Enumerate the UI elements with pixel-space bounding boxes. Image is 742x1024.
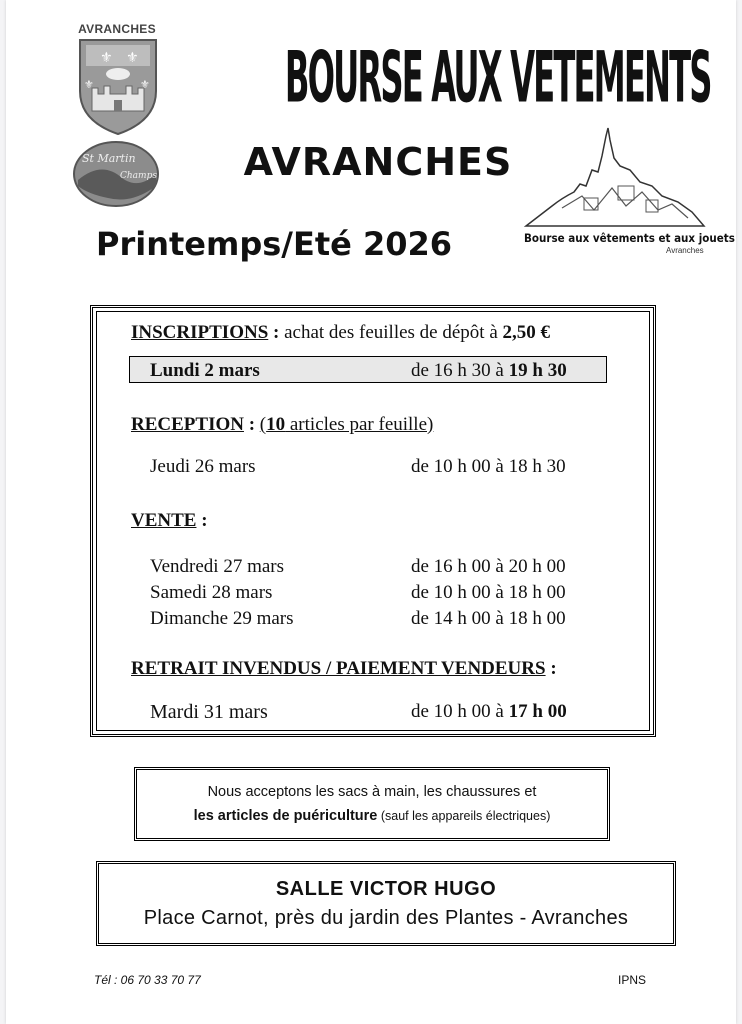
flyer-page bbox=[6, 0, 736, 1024]
notice-box bbox=[134, 767, 610, 841]
vente-time: de 10 h 00 à 18 h 00 bbox=[411, 582, 566, 603]
reception-note-rest: articles par feuille) bbox=[285, 414, 434, 435]
reception-heading: RECEPTION bbox=[131, 414, 244, 435]
vente-heading: VENTE bbox=[131, 510, 197, 531]
venue-name: SALLE VICTOR HUGO bbox=[275, 878, 497, 900]
retrait-time bbox=[411, 701, 567, 723]
ipns-label: IPNS bbox=[618, 973, 647, 987]
reception-note bbox=[260, 414, 434, 435]
notice-line-2 bbox=[137, 804, 607, 828]
vente-line bbox=[131, 510, 208, 532]
retrait-sep: : bbox=[545, 658, 557, 679]
venue-address: Place Carnot, près du jardin des Plantes - Avranches bbox=[143, 907, 629, 929]
inscriptions-line bbox=[131, 322, 550, 344]
inscriptions-desc: achat des feuilles de dépôt à bbox=[284, 322, 503, 343]
retrait-time-start: de 10 h 00 à bbox=[411, 701, 509, 722]
notice-small: (sauf les appareils électriques) bbox=[377, 809, 551, 823]
reception-note-open: ( bbox=[259, 414, 267, 435]
svg-text:⚜: ⚜ bbox=[84, 78, 94, 91]
reception-day: Jeudi 26 mars bbox=[150, 456, 256, 477]
retrait-time-end: 17 h 00 bbox=[508, 701, 567, 722]
venue-box bbox=[96, 861, 676, 946]
city-title: AVRANCHES bbox=[243, 140, 513, 184]
inscriptions-time bbox=[411, 360, 567, 382]
inscriptions-day: Lundi 2 mars bbox=[150, 360, 260, 381]
inscriptions-time-end: 19 h 30 bbox=[508, 360, 567, 381]
inscriptions-heading: INSCRIPTIONS bbox=[131, 322, 269, 343]
vente-day: Samedi 28 mars bbox=[150, 582, 273, 603]
mont-saint-michel-logo-icon bbox=[522, 126, 714, 236]
vente-day: Vendredi 27 mars bbox=[150, 556, 285, 577]
vente-time: de 16 h 00 à 20 h 00 bbox=[411, 556, 566, 577]
svg-text:⚜: ⚜ bbox=[100, 50, 113, 66]
svg-text:Champs: Champs bbox=[120, 171, 157, 181]
vente-time: de 14 h 00 à 18 h 00 bbox=[411, 608, 566, 629]
avranches-crest-icon bbox=[76, 36, 160, 136]
retrait-line bbox=[131, 658, 557, 680]
inscriptions-time-start: de 16 h 30 à bbox=[411, 360, 509, 381]
page-title: BOURSE AUX VETEMENTS bbox=[284, 38, 711, 119]
notice-bold: les articles de puériculture bbox=[193, 808, 378, 824]
reception-line bbox=[131, 414, 433, 436]
st-martin-medallion-icon bbox=[72, 140, 160, 208]
logo-subcaption: Avranches bbox=[666, 246, 704, 255]
vente-sep: : bbox=[196, 510, 208, 531]
reception-sep: : bbox=[243, 414, 260, 435]
crest-label: AVRANCHES bbox=[78, 22, 156, 36]
reception-note-count: 10 bbox=[266, 414, 286, 435]
vente-day: Dimanche 29 mars bbox=[150, 608, 294, 629]
notice-line-1: Nous acceptons les sacs à main, les chaussures et bbox=[207, 784, 537, 800]
reception-time: de 10 h 00 à 18 h 30 bbox=[411, 456, 566, 477]
phone-number: Tél : 06 70 33 70 77 bbox=[94, 973, 201, 987]
retrait-day: Mardi 31 mars bbox=[150, 701, 268, 723]
svg-text:⚜: ⚜ bbox=[126, 50, 139, 66]
inscriptions-sep: : bbox=[268, 322, 285, 343]
svg-text:St Martin: St Martin bbox=[82, 152, 136, 165]
season-title: Printemps/Eté 2026 bbox=[96, 225, 453, 263]
svg-text:⚜: ⚜ bbox=[140, 78, 150, 91]
schedule-box bbox=[90, 305, 656, 737]
retrait-heading: RETRAIT INVENDUS / PAIEMENT VENDEURS bbox=[131, 658, 546, 679]
logo-caption: Bourse aux vêtements et aux jouets bbox=[524, 231, 735, 245]
inscriptions-price: 2,50 € bbox=[502, 322, 551, 343]
